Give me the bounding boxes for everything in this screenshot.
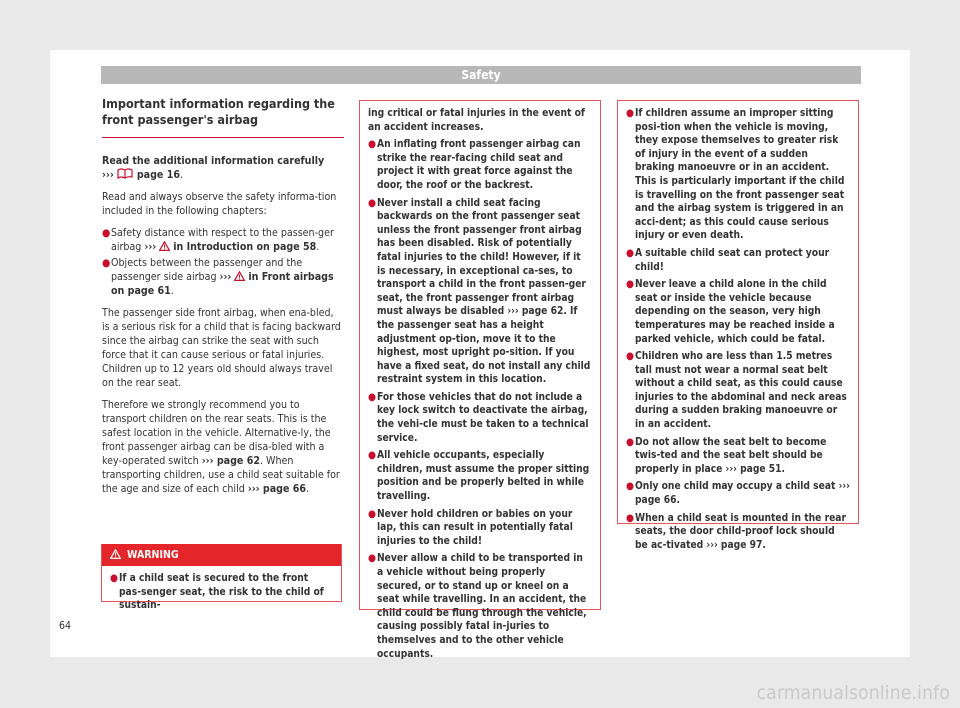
list-item — [626, 480, 850, 507]
list-item-text: Objects between the passenger and the passenger side airbag — [111, 257, 303, 283]
bullet-icon: ● — [368, 508, 376, 520]
page-62-link[interactable]: ››› page 62 — [201, 455, 260, 467]
bullet-icon: ● — [626, 247, 634, 259]
warning-list — [368, 138, 592, 661]
read-more-text: Read the additional information carefully — [102, 155, 325, 167]
list-item-text: Only one child may occupy a child seat ››› page 66. — [635, 481, 850, 507]
list-item — [368, 552, 592, 661]
bullet-icon: ● — [102, 257, 111, 269]
list-item-text: For those vehicles that do not include a key lock switch to deactivate the airbag, the vehi-cle must be taken to a technical service. — [377, 391, 589, 444]
book-icon — [117, 168, 134, 179]
list-item-text: Never hold children or babies on your lap, this can result in potentially fatal injuries to the child! — [377, 508, 573, 547]
warning-body — [102, 566, 341, 613]
recommendation-end: . — [306, 483, 310, 495]
list-item-text: Never allow a child to be transported in a vehicle without being properly secured, or to stand up or kneel on a seat while travelling. In an accident, the child could be flung through the vehicle, causing possibly fatal in-juries to themselves and to the other vehicle occupants. — [377, 553, 587, 660]
ref-arrow: ››› — [219, 271, 232, 283]
list-item — [368, 197, 592, 387]
bullet-icon: ● — [626, 279, 634, 291]
list-item-text: When a child seat is mounted in the rear seats, the door child-proof lock should be ac-tivated ››› page 97. — [635, 512, 847, 551]
list-item — [368, 138, 592, 192]
list-item — [102, 256, 342, 298]
list-item — [626, 247, 850, 274]
intro-body — [102, 154, 342, 496]
warning-continuation-box-2 — [617, 100, 859, 551]
list-item — [626, 107, 850, 243]
bullet-icon: ● — [626, 108, 634, 119]
warning-continuation-body — [360, 101, 600, 661]
bullet-icon: ● — [110, 573, 118, 584]
warning-triangle-icon — [234, 271, 245, 281]
list-item — [368, 508, 592, 549]
read-more-suffix: . — [179, 169, 183, 181]
cross-reference-link[interactable]: in Front airbags on page 61 — [111, 271, 334, 297]
page-number: 64 — [59, 620, 72, 632]
list-item-text: An inflating front passenger airbag can strike the rear-facing child seat and project it with great force against the door, the roof or the backrest. — [377, 139, 581, 191]
list-item — [626, 512, 850, 553]
recommendation-paragraph — [102, 398, 342, 496]
page-66-link[interactable]: ››› page 66 — [247, 483, 307, 495]
bullet-icon: ● — [368, 553, 376, 565]
list-item — [626, 278, 850, 346]
read-more-paragraph — [102, 154, 342, 182]
list-item — [626, 436, 850, 477]
airbag-risk-paragraph: The passenger side front airbag, when ena-bled, is a serious risk for a child that is facing backward since the airbag can strike the seat with such force that it can cause serious or fatal injuries. Children up to 12 years old should always travel on the rear seat. — [102, 307, 341, 389]
warning-continuation-box — [359, 100, 601, 660]
warning-header — [102, 544, 341, 566]
list-item-text: If children assume an improper sitting posi-tion when the vehicle is moving, they expose themselves to greater risk of injury in the event of a sudden braking manoeuvre or in an accident. This is particularly important if the child is travelling on the front passenger seat and the airbag system is triggered in an acci-dent; as this could cause serious injury or even death. — [635, 108, 845, 242]
warning-box — [101, 544, 342, 612]
bullet-icon: ● — [368, 450, 376, 462]
list-item-text: Safety distance with respect to the passen-ger airbag — [111, 227, 334, 253]
recommendation-text-cont: . When transporting children, use a child seat suitable for the age and size of each child — [102, 455, 340, 495]
cross-reference-link[interactable]: in Introduction on page 58 — [173, 241, 317, 253]
section-header-bar: Safety — [101, 66, 861, 84]
recommendation-text: Therefore we strongly recommend you to transport children on the rear seats. This is the safest location in the vehicle. Alternative-ly, the front passenger airbag can be disa-bled with a key-operated switch — [102, 399, 331, 467]
list-item — [368, 391, 592, 445]
manual-page — [50, 50, 910, 660]
left-column — [102, 96, 342, 504]
warning-label: WARNING — [127, 549, 179, 561]
list-item-text: Children who are less than 1.5 metres tall must not wear a normal seat belt without a child seat, as this could cause injuries to the abdominal and neck areas during a sudden braking manoeuvre or in an accident. — [635, 351, 847, 431]
warning-continuation-body-2 — [618, 101, 858, 552]
ref-arrow: ››› — [144, 241, 157, 253]
bullet-icon: ● — [626, 512, 634, 524]
continuation-text: ing critical or fatal injuries in the event of an accident increases. — [368, 108, 585, 133]
read-more-arrow: ››› — [102, 169, 114, 181]
bullet-icon: ● — [626, 436, 634, 448]
list-item-suffix: . — [170, 285, 174, 297]
read-more-page-link[interactable]: page 16 — [136, 169, 180, 181]
warning-triangle-icon — [159, 241, 170, 251]
list-item-text: If a child seat is secured to the front pas-senger seat, the risk to the child of sustain- — [119, 573, 324, 612]
list-item — [626, 350, 850, 432]
warning-triangle-icon — [110, 549, 121, 559]
bullet-icon: ● — [102, 227, 111, 239]
list-item — [110, 572, 333, 613]
list-item-text: A suitable child seat can protect your child! — [635, 247, 830, 273]
list-item-text: Never leave a child alone in the child seat or inside the vehicle because depending on the season, very high temperatures may be reached inside a parked vehicle, which could be fatal. — [635, 279, 835, 345]
list-item-suffix: . — [316, 241, 320, 253]
watermark: carmanualsonline.info — [756, 682, 950, 704]
page-title: Important information regarding the front passenger's airbag — [102, 96, 344, 138]
list-item — [368, 449, 592, 503]
list-item-text: Do not allow the seat belt to become twis-ted and the seat belt should be properly in place ››› page 51. — [635, 436, 827, 475]
observe-paragraph: Read and always observe the safety informa-tion included in the following chapters: — [102, 191, 337, 217]
bullet-icon: ● — [368, 197, 376, 209]
list-item-text: Never install a child seat facing backwards on the front passenger seat unless the front passenger front airbag has been disabled. Risk of potentially fatal injuries to the child! However, if it is necessary, in exceptional ca-ses, to transport a child in the front passen-ger seat, the front passenger front airbag must always be disabled ››› page 62. If the passenger seat has a height adjustment op-tion, move it to the highest, most upright po-sition. If you have a fixed seat, do not install any child restraint system in this location. — [377, 197, 591, 386]
bullet-icon: ● — [368, 139, 376, 151]
list-item — [102, 226, 342, 254]
warning-list-2 — [626, 107, 850, 552]
list-item-text: All vehicle occupants, especially children, must assume the proper sitting position and be properly belted in while travelling. — [377, 450, 590, 503]
bullet-icon: ● — [626, 481, 634, 493]
bullet-icon: ● — [626, 351, 634, 363]
bullet-icon: ● — [368, 391, 376, 403]
